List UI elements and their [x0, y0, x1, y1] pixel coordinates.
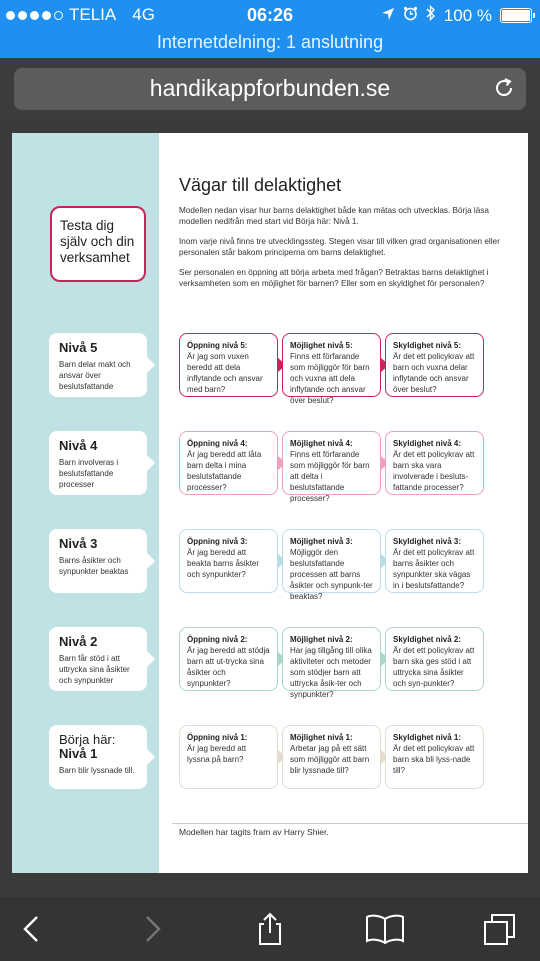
browser-toolbar	[0, 58, 540, 120]
level-name: Nivå 1	[59, 746, 98, 761]
step-heading: Möjlighet nivå 5:	[290, 341, 353, 350]
level-description: Barn delar makt och ansvar över beslutsfattande	[59, 360, 131, 391]
step-heading: Öppning nivå 4:	[187, 439, 248, 448]
carrier-name: TELIA	[69, 5, 117, 24]
step-heading: Möjlighet nivå 2:	[290, 635, 353, 644]
step-cell	[282, 529, 381, 601]
step-heading: Skyldighet nivå 2:	[393, 635, 462, 644]
network-type: 4G	[132, 5, 155, 24]
step-cell	[385, 627, 484, 691]
step-heading: Öppning nivå 5:	[187, 341, 248, 350]
reload-icon[interactable]	[492, 76, 516, 100]
battery-percent: 100 %	[443, 5, 492, 25]
level-description: Barn blir lyssnade till.	[59, 766, 135, 775]
step-question: Är jag beredd att beakta barns åsikter och synpunkter?	[187, 548, 260, 579]
share-icon[interactable]	[252, 911, 288, 947]
page-title: Vägar till delaktighet	[179, 175, 342, 195]
status-icons	[381, 5, 532, 26]
level-name: Nivå 4	[59, 438, 98, 453]
back-icon[interactable]	[14, 911, 50, 947]
step-heading: Skyldighet nivå 4:	[393, 439, 462, 448]
level-label	[49, 333, 147, 397]
level-description: Barns åsikter och synpunkter beaktas	[59, 556, 129, 576]
alarm-icon	[403, 6, 418, 26]
step-question: Är det ett policykrav att barn ska vara involverade i besluts-fattande processer?	[393, 450, 475, 492]
step-cell	[179, 627, 278, 691]
step-heading: Skyldighet nivå 3:	[393, 537, 462, 546]
step-question: Finns ett förfarande som möjliggör för barn och vuxna att dela inflytande och ansvar över beslut?	[290, 352, 370, 405]
step-question: Är jag beredd att låta barn delta i mina beslutsfattande processer?	[187, 450, 262, 492]
address-bar[interactable]	[14, 68, 526, 110]
level-prefix: Börja här:	[59, 732, 116, 747]
level-label	[49, 627, 147, 691]
step-question: Är det ett policykrav att barn ska ges stöd i att uttrycka sina åsikter och syn-punkter?	[393, 646, 475, 688]
step-heading: Skyldighet nivå 5:	[393, 341, 462, 350]
step-cell	[385, 431, 484, 495]
intro-paragraph: Modellen nedan visar hur barns delaktighet både kan mätas och utvecklas. Börja läsa modellen nedifrån med start vid Börja här: Nivå 1.	[179, 206, 489, 226]
step-heading: Möjlighet nivå 3:	[290, 537, 353, 546]
step-cell	[385, 529, 484, 593]
level-name: Nivå 3	[59, 536, 98, 551]
step-cell	[282, 725, 381, 789]
location-icon	[381, 6, 395, 26]
step-heading: Möjlighet nivå 1:	[290, 733, 353, 742]
step-cell	[179, 725, 278, 789]
tabs-icon[interactable]	[482, 911, 518, 947]
footnote: Modellen har tagits fram av Harry Shier.	[179, 827, 329, 837]
step-cell	[282, 627, 381, 699]
level-name: Nivå 2	[59, 634, 98, 649]
step-cell	[179, 529, 278, 593]
level-label	[49, 725, 147, 789]
bluetooth-icon	[426, 5, 436, 26]
step-cell	[179, 333, 278, 397]
divider	[172, 823, 528, 824]
step-question: Är det ett policykrav att barn ska bli lyss-nade till?	[393, 744, 475, 775]
status-bar	[0, 0, 540, 30]
step-cell	[282, 431, 381, 503]
document-page	[12, 133, 528, 873]
step-heading: Öppning nivå 1:	[187, 733, 248, 742]
step-cell	[385, 333, 484, 397]
step-heading: Möjlighet nivå 4:	[290, 439, 353, 448]
level-name: Nivå 5	[59, 340, 98, 355]
step-question: Möjliggör den beslutsfattande processen att barns åsikter och synpunk-ter beaktas?	[290, 548, 373, 601]
forward-icon[interactable]	[134, 911, 170, 947]
step-question: Är det ett policykrav att barns åsikter och synpunkter ska vägas in i beslutsfattande?	[393, 548, 475, 590]
step-heading: Skyldighet nivå 1:	[393, 733, 462, 742]
step-question: Är jag beredd att lyssna på barn?	[187, 744, 247, 764]
browser-bottom-bar	[0, 897, 540, 961]
level-description: Barn involveras i beslutsfattande processer	[59, 458, 119, 489]
step-cell	[179, 431, 278, 495]
level-label	[49, 529, 147, 593]
step-heading: Öppning nivå 2:	[187, 635, 248, 644]
levels-paragraph: Inom varje nivå finns tre utvecklingssteg. Stegen visar till vilken grad organisationen eller personalen står bakom principerna om barns delaktighet.	[179, 237, 500, 257]
level-label	[49, 431, 147, 495]
question-paragraph: Ser personalen en öppning att börja arbeta med frågan? Betraktas barns delaktighet i verksamheten som en möjlighet för barnen? Eller som en skyldighet för personalen?	[179, 268, 489, 288]
step-question: Arbetar jag på ett sätt som möjliggör att barn blir lyssnade till?	[290, 744, 370, 775]
step-question: Är det ett policykrav att barn och vuxna delar inflytande och ansvar över beslut?	[393, 352, 475, 394]
step-cell	[282, 333, 381, 405]
step-heading: Öppning nivå 3:	[187, 537, 248, 546]
step-question: Är jag som vuxen beredd att dela inflytande och ansvar med barn?	[187, 352, 263, 394]
step-question: Är jag beredd att stödja barn att ut-trycka sina åsikter och synpunkter?	[187, 646, 270, 688]
clock: 06:26	[246, 5, 294, 25]
level-description: Barn får stöd i att uttrycka sina åsikter och synpunkter	[59, 654, 130, 685]
step-question: Finns ett förfarande som möjliggör för barn att delta i beslutsfattande processer?	[290, 450, 370, 503]
bookmarks-icon[interactable]	[365, 911, 405, 947]
battery-icon	[500, 8, 532, 23]
url-text: handikappforbunden.se	[149, 75, 391, 101]
step-question: Har jag tillgång till olika aktiviteter och metoder som stödjer barn att uttrycka åsik-ter och synpunkter?	[290, 646, 372, 699]
hotspot-banner[interactable]: Internetdelning: 1 anslutning	[0, 30, 540, 58]
step-cell	[385, 725, 484, 789]
intro-box: Testa dig själv och din verksamhet	[50, 206, 146, 282]
